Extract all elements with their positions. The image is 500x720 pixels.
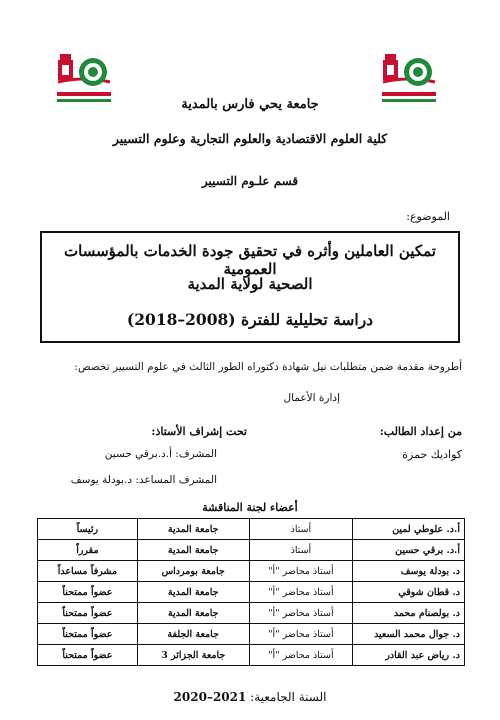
committee-row	[38, 519, 465, 540]
university-name: جامعة يحي فارس بالمدية	[181, 97, 319, 112]
member-name: د. بودلة يوسف	[353, 561, 465, 582]
member-role: عضواً ممتحناً	[38, 645, 138, 666]
member-grade: أستاذ محاضر "أ"	[249, 561, 353, 582]
member-role: مقرراً	[38, 540, 138, 561]
member-role: عضواً ممتحناً	[38, 624, 138, 645]
member-grade: أستاذ	[249, 519, 353, 540]
thesis-title-line1: تمكين العاملين وأثره في تحقيق جودة الخدمات بالمؤسسات العمومية	[64, 242, 436, 278]
committee-table	[37, 518, 465, 666]
supervision-label: تحت إشراف الأستاذ:	[151, 425, 247, 438]
academic-year	[0, 690, 500, 704]
thesis-title-line2: الصحية لولاية المدية	[187, 275, 313, 293]
member-grade: أستاذ محاضر "أ"	[249, 603, 353, 624]
member-university: جامعة الجلفة	[137, 624, 249, 645]
member-grade: أستاذ محاضر "أ"	[249, 645, 353, 666]
supervisor-name: المشرف: أ.د.برقي حسين	[104, 448, 217, 460]
academic-year-label: السنة الجامعية:	[250, 690, 327, 704]
committee-row	[38, 645, 465, 666]
thesis-statement: أطروحة مقدمة ضمن متطلبات نيل شهادة دكتوراه الطور الثالث في علوم التسيير تخصص:	[74, 361, 462, 373]
subject-label: الموضوع:	[406, 210, 450, 223]
member-grade: أستاذ محاضر "أ"	[249, 624, 353, 645]
committee-row	[38, 561, 465, 582]
member-role: مشرفاً مساعداً	[38, 561, 138, 582]
member-name: د. جوال محمد السعيد	[353, 624, 465, 645]
department-name: قسم علـوم التسيير	[201, 174, 299, 188]
student-label: من إعداد الطالب:	[379, 425, 462, 438]
member-role: عضواً ممتحناً	[38, 582, 138, 603]
member-grade: أستاذ محاضر "أ"	[249, 582, 353, 603]
member-university: جامعة المدية	[137, 603, 249, 624]
committee-row	[38, 582, 465, 603]
committee-row	[38, 624, 465, 645]
academic-year-value: 2021–2020	[173, 690, 247, 704]
thesis-title-line3: دراسة تحليلية للفترة (2008–2018)	[126, 310, 374, 329]
thesis-specialty: إدارة الأعمال	[283, 392, 340, 404]
member-name: د. رياض عبد القادر	[353, 645, 465, 666]
member-name: أ.د. برقي حسين	[353, 540, 465, 561]
member-university: جامعة بومرداس	[137, 561, 249, 582]
student-name: كواديك حمزة	[402, 448, 462, 461]
thesis-title-box	[40, 231, 460, 343]
member-grade: أستاذ	[249, 540, 353, 561]
member-university: جامعة المدية	[137, 519, 249, 540]
member-university: جامعة المدية	[137, 540, 249, 561]
member-role: رئيساً	[38, 519, 138, 540]
committee-row	[38, 540, 465, 561]
committee-row	[38, 603, 465, 624]
faculty-name: كلية العلوم الاقتصادية والعلوم التجارية وعلوم التسيير	[112, 131, 388, 146]
member-role: عضواً ممتحناً	[38, 603, 138, 624]
member-name: د. قطان شوقي	[353, 582, 465, 603]
member-name: أ.د. علوطي لمين	[353, 519, 465, 540]
member-name: د. بولصنام محمد	[353, 603, 465, 624]
member-university: جامعة المدية	[137, 582, 249, 603]
committee-title: أعضاء لجنة المناقشة	[202, 501, 298, 514]
member-university: جامعة الجزائر 3	[137, 645, 249, 666]
co-supervisor-name: المشرف المساعد: د.بودلة يوسف	[70, 474, 217, 486]
